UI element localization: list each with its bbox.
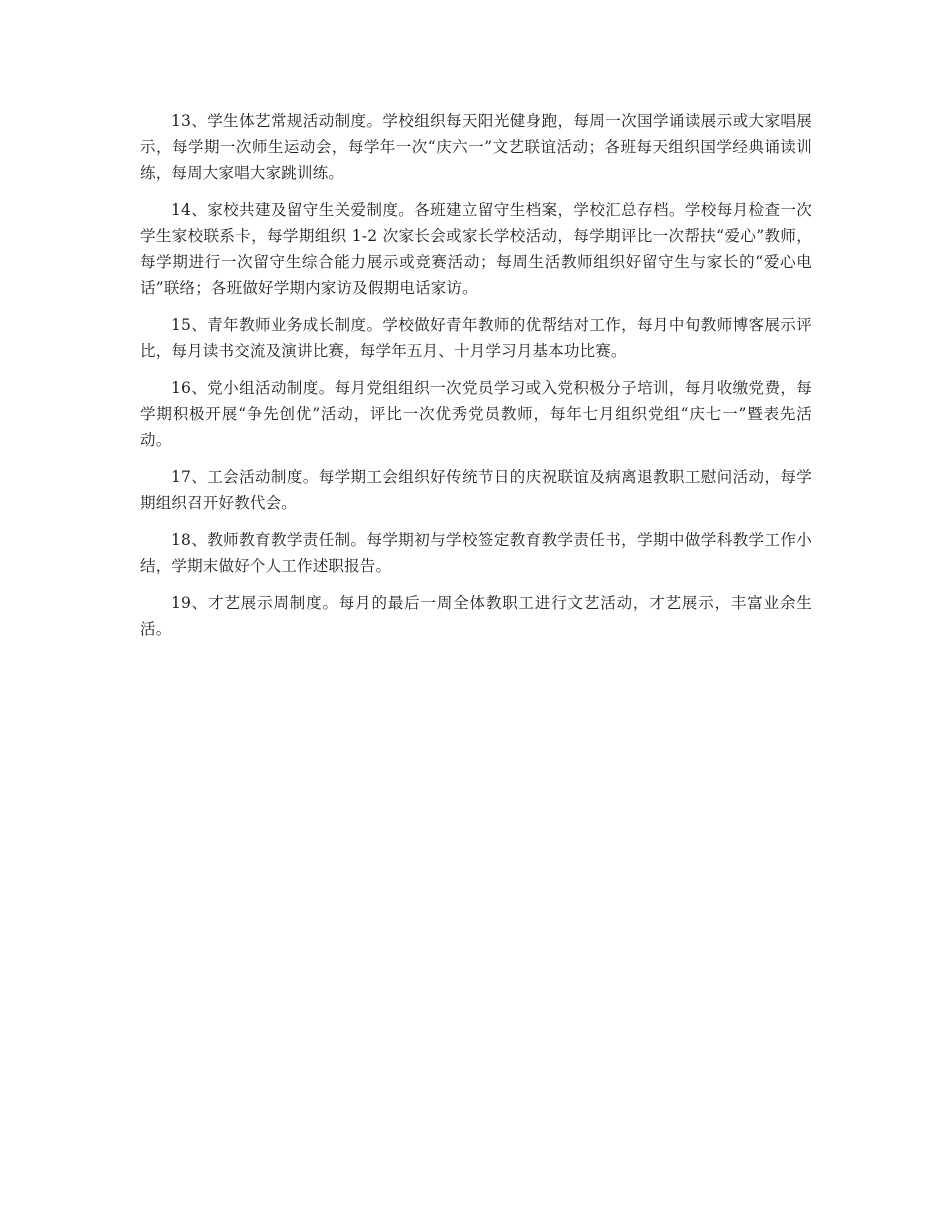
paragraph-17: 17、工会活动制度。每学期工会组织好传统节日的庆祝联谊及病离退教职工慰问活动，每学期组织召开好教代会。	[140, 468, 812, 512]
paragraph-16: 16、党小组活动制度。每月党组组织一次党员学习或入党积极分子培训，每月收缴党费，每学期积极开展“争先创优”活动，评比一次优秀党员教师，每年七月组织党组“庆七一”暨表先活动。	[140, 379, 812, 449]
paragraph-19: 19、才艺展示周制度。每月的最后一周全体教职工进行文艺活动，才艺展示，丰富业余生活。	[140, 594, 812, 638]
paragraph-18: 18、教师教育教学责任制。每学期初与学校签定教育教学责任书，学期中做学科教学工作小结，学期末做好个人工作述职报告。	[140, 531, 812, 575]
paragraph-15: 15、青年教师业务成长制度。学校做好青年教师的优帮结对工作，每月中旬教师博客展示评比，每月读书交流及演讲比赛，每学年五月、十月学习月基本功比赛。	[140, 316, 812, 360]
paragraph-13: 13、学生体艺常规活动制度。学校组织每天阳光健身跑，每周一次国学诵读展示或大家唱展示，每学期一次师生运动会，每学年一次“庆六一”文艺联谊活动；各班每天组织国学经典诵读训练，每周大家唱大家跳训练。	[140, 112, 812, 182]
document-body	[140, 108, 812, 653]
paragraph-14: 14、家校共建及留守生关爱制度。各班建立留守生档案，学校汇总存档。学校每月检查一次学生家校联系卡，每学期组织 1-2 次家长会或家长学校活动，每学期评比一次帮扶“爱心”教师，每学期进行一次留守生综合能力展示或竞赛活动；每周生活教师组织好留守生与家长的“爱心电话”联络；各班做好学期内家访及假期电话家访。	[140, 201, 812, 297]
